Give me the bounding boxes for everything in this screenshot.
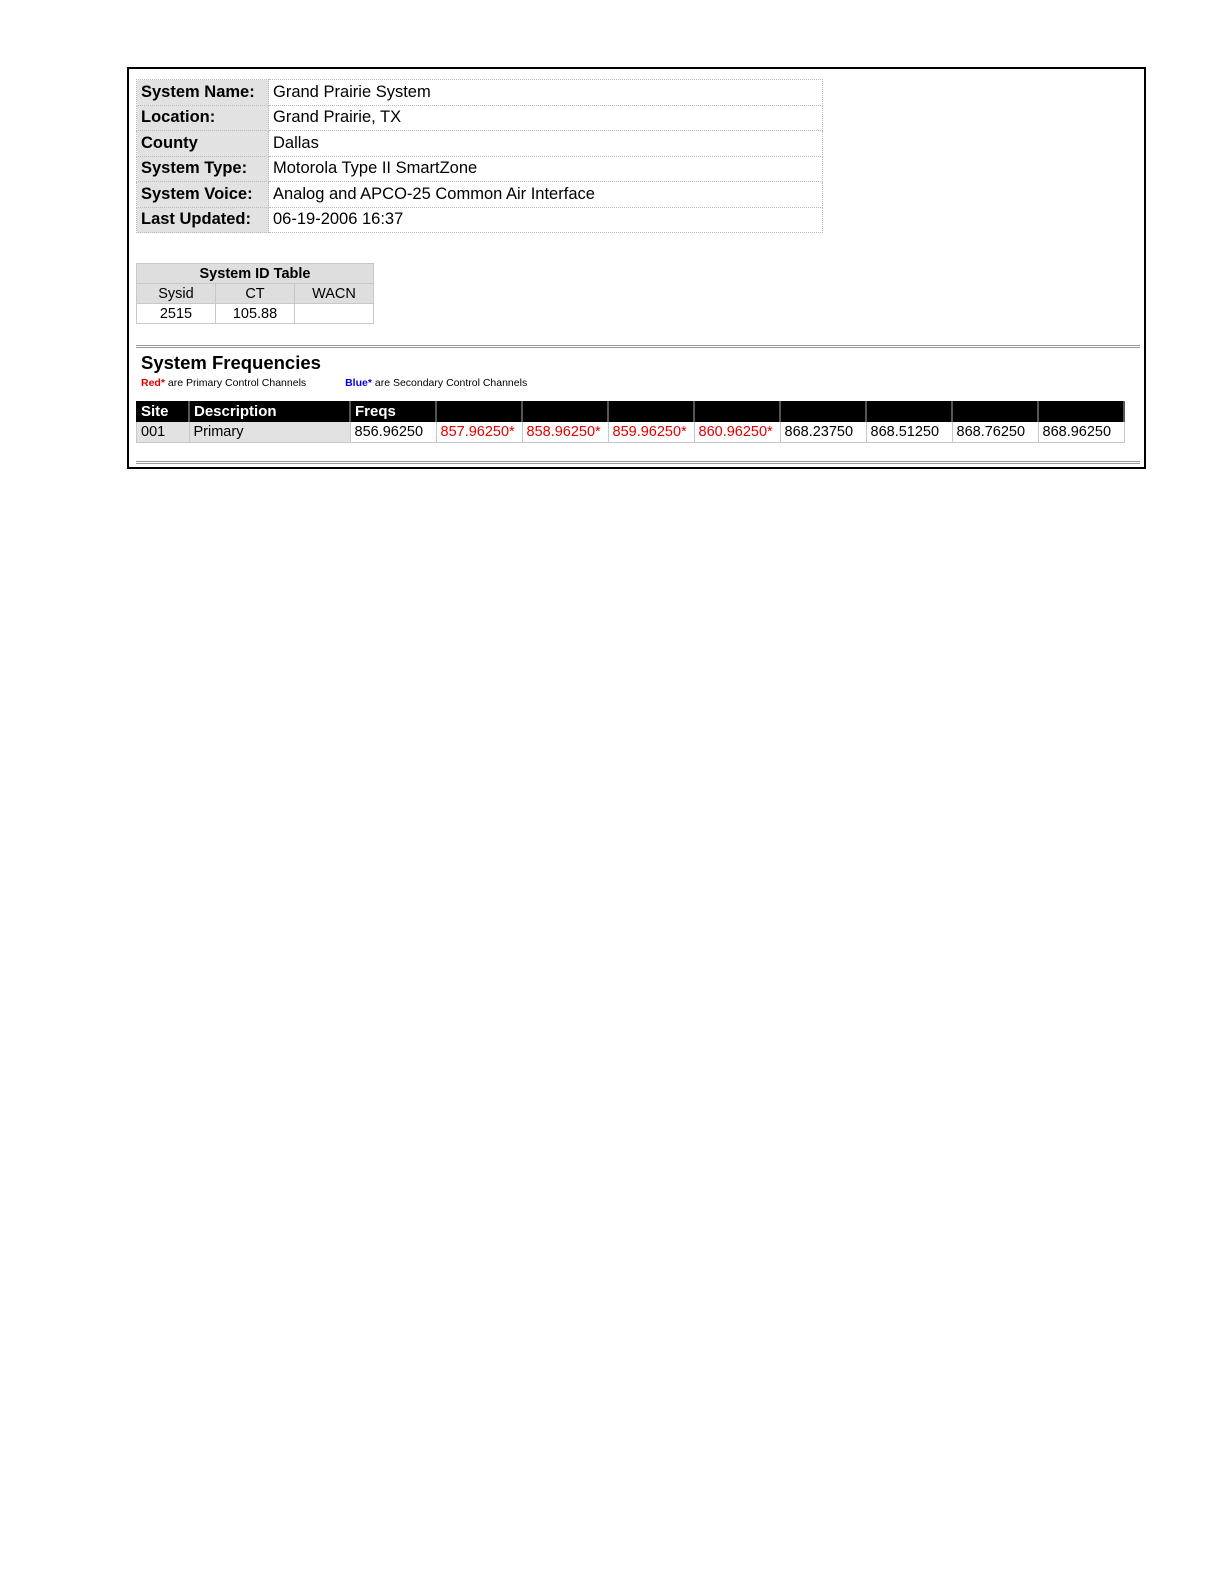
control-channel-legend: [141, 377, 527, 389]
legend-blue-key: Blue*: [345, 377, 372, 389]
legend-red-key: Red*: [141, 377, 165, 389]
info-label: Last Updated:: [137, 207, 269, 233]
column-header-description: Description: [189, 402, 350, 422]
system-id-table: [136, 263, 374, 324]
frequencies-table: [136, 401, 1125, 443]
legend-red-text: are Primary Control Channels: [164, 377, 307, 389]
column-header-blank: [952, 402, 1038, 422]
info-row-system-voice: [137, 182, 823, 208]
freq-cell: 868.96250: [1038, 422, 1124, 443]
freq-cell: 868.51250: [866, 422, 952, 443]
column-header-sysid: Sysid: [137, 284, 216, 304]
frequencies-header-row: [137, 402, 1125, 422]
sysid-value: 2515: [137, 304, 216, 324]
column-header-blank: [522, 402, 608, 422]
site-cell: 001: [137, 422, 190, 443]
column-header-ct: CT: [216, 284, 295, 304]
wacn-value: [295, 304, 374, 324]
column-header-site: Site: [137, 402, 190, 422]
table-row: [137, 422, 1125, 443]
column-header-freqs: Freqs: [350, 402, 436, 422]
system-info-table: [136, 79, 823, 233]
column-header-blank: [694, 402, 780, 422]
frequencies-title: System Frequencies: [141, 352, 321, 373]
freq-cell-primary-control: 860.96250*: [694, 422, 780, 443]
info-row-system-type: [137, 156, 823, 182]
description-cell: Primary: [189, 422, 350, 443]
freq-cell-primary-control: 859.96250*: [608, 422, 694, 443]
info-row-system-name: [137, 80, 823, 106]
bottom-divider: [136, 461, 1140, 464]
column-header-blank: [608, 402, 694, 422]
info-row-county: [137, 131, 823, 157]
freq-cell-primary-control: 857.96250*: [436, 422, 522, 443]
info-value: Grand Prairie System: [269, 80, 823, 106]
legend-blue-text: are Secondary Control Channels: [371, 377, 528, 389]
info-value: Analog and APCO-25 Common Air Interface: [269, 182, 823, 208]
system-record-frame: [127, 67, 1146, 469]
info-value: Motorola Type II SmartZone: [269, 156, 823, 182]
info-value: Grand Prairie, TX: [269, 105, 823, 131]
freq-cell: 868.23750: [780, 422, 866, 443]
column-header-blank: [436, 402, 522, 422]
system-id-table-caption: System ID Table: [137, 264, 374, 284]
freq-cell-primary-control: 858.96250*: [522, 422, 608, 443]
info-value: Dallas: [269, 131, 823, 157]
info-label: System Type:: [137, 156, 269, 182]
info-label: System Name:: [137, 80, 269, 106]
info-label: Location:: [137, 105, 269, 131]
info-row-last-updated: [137, 207, 823, 233]
info-row-location: [137, 105, 823, 131]
freq-cell: 868.76250: [952, 422, 1038, 443]
section-divider: [136, 345, 1140, 348]
ct-value: 105.88: [216, 304, 295, 324]
info-label: System Voice:: [137, 182, 269, 208]
info-label: County: [137, 131, 269, 157]
column-header-blank: [866, 402, 952, 422]
system-id-row: [137, 304, 374, 324]
column-header-blank: [1038, 402, 1124, 422]
freq-cell: 856.96250: [350, 422, 436, 443]
system-id-header-row: [137, 284, 374, 304]
column-header-wacn: WACN: [295, 284, 374, 304]
column-header-blank: [780, 402, 866, 422]
info-value: 06-19-2006 16:37: [269, 207, 823, 233]
